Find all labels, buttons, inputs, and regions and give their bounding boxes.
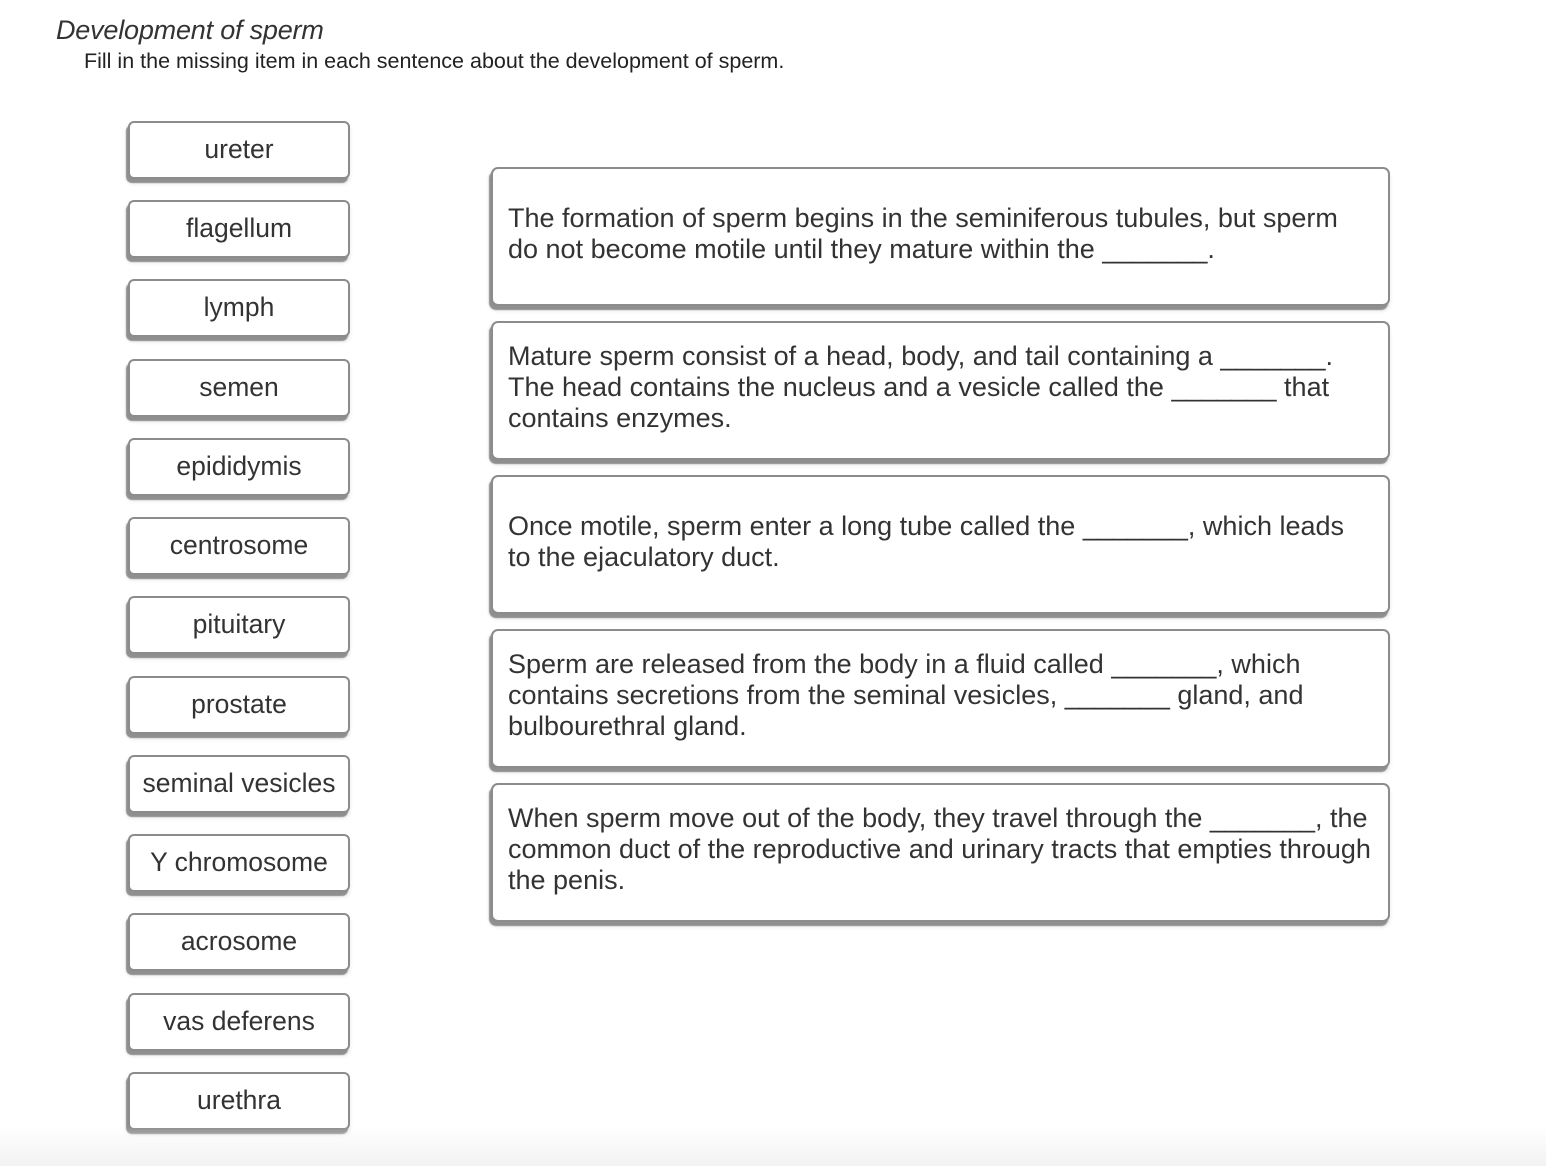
- word-chip-label: epididymis: [176, 450, 302, 481]
- instructions-text: Fill in the missing item in each sentence about the development of sperm.: [84, 49, 785, 73]
- word-chip-label: flagellum: [185, 212, 293, 243]
- word-chip-flagellum[interactable]: [128, 200, 350, 258]
- sentence-text: Sperm are released from the body in a fluid called _______, which contains secretions from the seminal vesicles, _______ gland, and bulbourethral gland.: [508, 649, 1304, 741]
- word-chip-label: pituitary: [192, 608, 286, 639]
- sentence-drop-target-3[interactable]: [491, 475, 1390, 614]
- word-chip-lymph[interactable]: [128, 279, 350, 337]
- word-chip-label: lymph: [203, 291, 275, 322]
- page-title: Development of sperm: [56, 15, 324, 45]
- word-chip-label: seminal vesicles: [142, 767, 336, 798]
- sentence-text: Once motile, sperm enter a long tube called the _______, which leads to the ejaculatory duct.: [508, 510, 1345, 572]
- sentence-text: The formation of sperm begins in the seminiferous tubules, but sperm do not become motile until they mature within the _______.: [508, 202, 1338, 264]
- sentence-drop-target-2[interactable]: [491, 321, 1390, 460]
- word-chip-label: Y chromosome: [150, 846, 328, 877]
- word-chip-ureter[interactable]: [128, 121, 350, 179]
- sentence-text: When sperm move out of the body, they travel through the _______, the common duct of the reproductive and urinary tracts that empties through the penis.: [508, 803, 1371, 895]
- sentence-text: Mature sperm consist of a head, body, and tail containing a _______. The head contains the nucleus and a vesicle called the _______ that contains enzymes.: [508, 341, 1334, 433]
- word-chip-acrosome[interactable]: [128, 913, 350, 971]
- word-chip-label: urethra: [197, 1084, 281, 1115]
- bottom-fade: [0, 1126, 1546, 1166]
- word-chip-seminal-vesicles[interactable]: [128, 755, 350, 813]
- word-chip-centrosome[interactable]: [128, 517, 350, 575]
- sentence-drop-target-4[interactable]: [491, 629, 1390, 768]
- word-chip-prostate[interactable]: [128, 676, 350, 734]
- word-chip-y-chromosome[interactable]: [128, 834, 350, 892]
- word-chip-pituitary[interactable]: [128, 596, 350, 654]
- word-chip-urethra[interactable]: [128, 1072, 350, 1130]
- word-chip-label: acrosome: [180, 925, 298, 956]
- sentence-drop-target-5[interactable]: [491, 783, 1390, 922]
- word-chip-epididymis[interactable]: [128, 438, 350, 496]
- word-chip-vas-deferens[interactable]: [128, 993, 350, 1051]
- word-chip-semen[interactable]: [128, 359, 350, 417]
- word-chip-label: ureter: [204, 133, 274, 164]
- word-chip-label: vas deferens: [163, 1005, 315, 1036]
- word-chip-label: prostate: [191, 688, 287, 719]
- word-chip-label: semen: [199, 371, 279, 402]
- sentence-drop-target-1[interactable]: [491, 167, 1390, 306]
- word-chip-label: centrosome: [169, 529, 309, 560]
